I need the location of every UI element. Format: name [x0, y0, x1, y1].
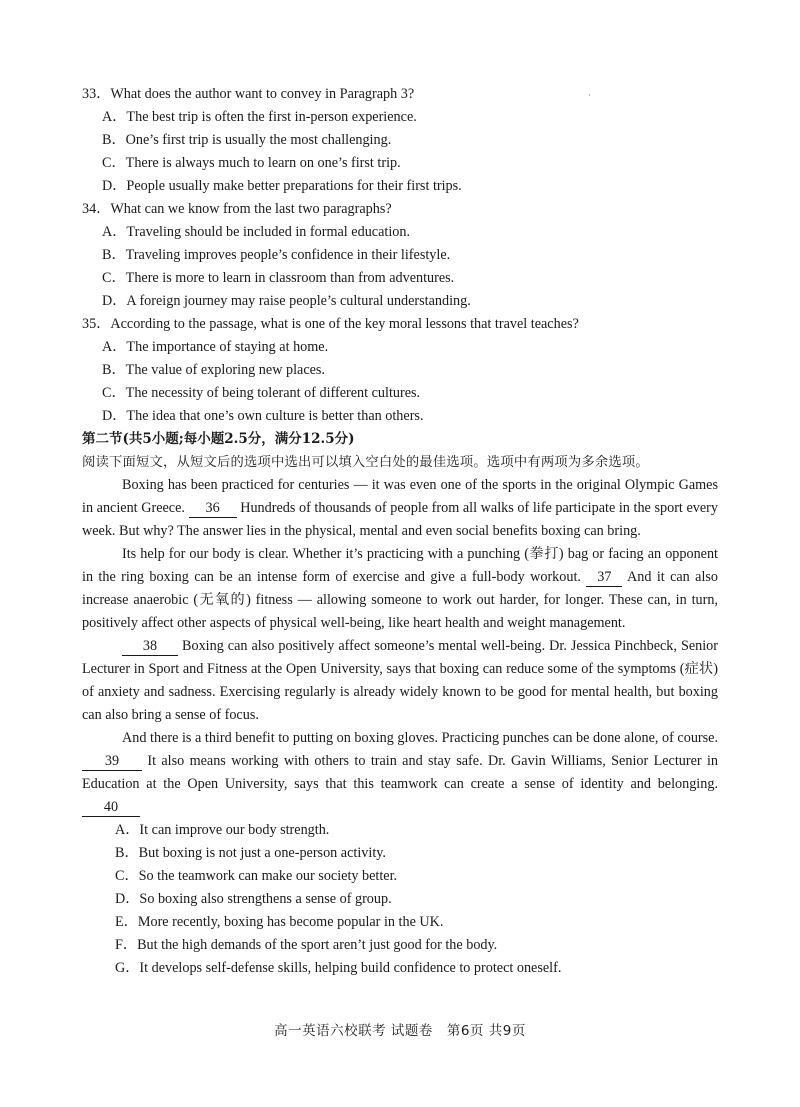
paragraph-text: Boxing has been practiced for centuries — it was even one of the sports in the original Olympic Games in ancient Greece.	[82, 477, 718, 516]
blank-40: 40	[82, 799, 140, 817]
passage-paragraph-4	[82, 727, 718, 819]
blank-36: 36	[189, 500, 237, 518]
blank-38: 38	[122, 638, 178, 656]
choice-a: A．It can improve our body strength.	[115, 822, 330, 838]
option-c: C．There is more to learn in classroom than from adventures.	[102, 270, 455, 286]
question-stem: 34．What can we know from the last two paragraphs?	[82, 201, 392, 217]
question-34	[82, 198, 718, 313]
stray-mark: ·	[588, 90, 591, 100]
choice-d: D．So boxing also strengthens a sense of group.	[115, 891, 392, 907]
choice-c: C．So the teamwork can make our society better.	[115, 868, 398, 884]
paragraph-text: And it can also increase anaerobic (无氧的) fitness — allowing someone to work out harder, for longer. These can, in turn, positively affect other aspects of physical well-being, like heart health and weight management.	[82, 569, 719, 631]
blank-39: 39	[82, 753, 142, 771]
question-35	[82, 313, 718, 428]
page-footer: 高一英语六校联考 试题卷 第6页 共9页	[274, 1023, 526, 1039]
option-d: D．People usually make better preparations for their first trips.	[102, 178, 462, 194]
paragraph-text: And there is a third benefit to putting on boxing gloves. Practicing punches can be done alone, of course.	[122, 730, 718, 746]
choice-e: E．More recently, boxing has become popular in the UK.	[115, 914, 444, 930]
question-33	[82, 83, 718, 198]
question-stem: 35．According to the passage, what is one of the key moral lessons that travel teaches?	[82, 316, 579, 332]
option-a: A．Traveling should be included in formal education.	[102, 224, 410, 240]
option-c: C．The necessity of being tolerant of different cultures.	[102, 385, 421, 401]
section-instruction: 阅读下面短文，从短文后的选项中选出可以填入空白处的最佳选项。选项中有两项为多余选项。	[82, 455, 649, 470]
answer-choices	[82, 819, 718, 980]
option-a: A．The best trip is often the first in-person experience.	[102, 109, 417, 125]
exam-page	[82, 83, 718, 980]
option-a: A．The importance of staying at home.	[102, 339, 329, 355]
paragraph-text: Hundreds of thousands of people from all walks of life participate in the sport every week. But why? The answer lies in the physical, mental and even social benefits boxing can bring.	[82, 500, 718, 539]
passage-paragraph-1	[82, 474, 718, 543]
option-d: D．A foreign journey may raise people’s cultural understanding.	[102, 293, 471, 309]
choice-g: G．It develops self-defense skills, helping build confidence to protect oneself.	[115, 960, 562, 976]
paragraph-text: Boxing can also positively affect someone’s mental well-being. Dr. Jessica Pinchbeck, Senior Lecturer in Sport and Fitness at the Open University, says that boxing can reduce some of the symptoms (症状) of anxiety and sadness. Exercising regularly is already widely known to be good for mental health, but boxing can also bring a sense of focus.	[82, 638, 719, 723]
option-b: B．Traveling improves people’s confidence in their lifestyle.	[102, 247, 451, 263]
choice-f: F．But the high demands of the sport aren’t just good for the body.	[115, 937, 498, 953]
paragraph-text: Its help for our body is clear. Whether it’s practicing with a punching (拳打) bag or facing an opponent in the ring boxing can be an intense form of exercise and give a full-body workout.	[82, 546, 718, 585]
paragraph-text: It also means working with others to train and stay safe. Dr. Gavin Williams, Senior Lecturer in Education at the Open University, says that this teamwork can create a sense of identity and belonging.	[82, 753, 719, 792]
question-stem: 33．What does the author want to convey in Paragraph 3?	[82, 86, 415, 102]
section-title: 第二节(共5小题;每小题2.5分，满分12.5分)	[82, 431, 355, 447]
choice-b: B．But boxing is not just a one-person activity.	[115, 845, 386, 861]
blank-37: 37	[586, 569, 622, 587]
option-b: B．One’s first trip is usually the most challenging.	[102, 132, 392, 148]
passage-paragraph-2	[82, 543, 718, 635]
option-d: D．The idea that one’s own culture is better than others.	[102, 408, 424, 424]
option-c: C．There is always much to learn on one’s first trip.	[102, 155, 401, 171]
passage-paragraph-3	[82, 635, 718, 727]
option-b: B．The value of exploring new places.	[102, 362, 325, 378]
